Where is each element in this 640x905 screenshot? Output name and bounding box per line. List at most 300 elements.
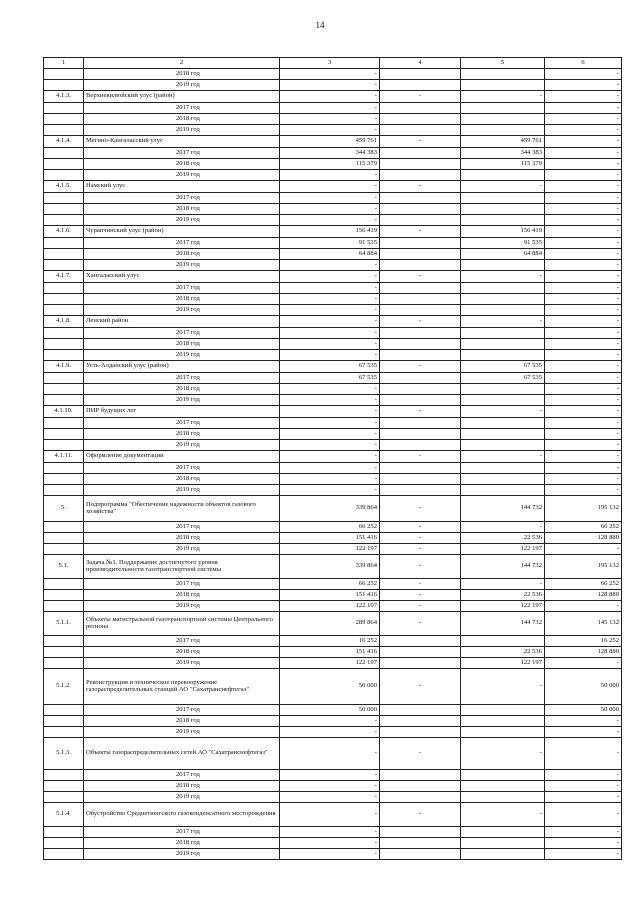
value-col6: - [545, 215, 622, 226]
row-name: Чурапчинский улус (район) [84, 226, 280, 238]
value-col3: - [280, 125, 380, 136]
value-col3: 122 197 [280, 544, 380, 555]
row-number [44, 204, 84, 215]
value-col4 [380, 260, 461, 271]
value-col5 [461, 328, 545, 339]
value-col3: - [280, 271, 380, 283]
value-col3: - [280, 827, 380, 838]
row-name: 2017 год [84, 636, 280, 647]
value-col5: - [461, 406, 545, 418]
value-col6: - [545, 328, 622, 339]
value-col5 [461, 440, 545, 451]
value-col3: - [280, 384, 380, 395]
table-row [44, 136, 622, 148]
value-col3: - [280, 283, 380, 294]
value-col4 [380, 485, 461, 496]
value-col4 [380, 283, 461, 294]
row-number [44, 770, 84, 781]
value-col5 [461, 781, 545, 792]
value-col4: - [380, 496, 461, 522]
row-number [44, 395, 84, 406]
value-col6: - [545, 80, 622, 91]
value-col3: 16 252 [280, 636, 380, 647]
table-row [44, 770, 622, 781]
row-number: 4.1.3. [44, 91, 84, 103]
value-col6: - [545, 69, 622, 80]
value-col6: - [545, 849, 622, 860]
value-col6: - [545, 474, 622, 485]
header-row [44, 58, 622, 69]
value-col6: - [545, 658, 622, 669]
row-number [44, 103, 84, 114]
value-col6: - [545, 114, 622, 125]
row-name: 2018 год [84, 647, 280, 658]
value-col3: 151 416 [280, 647, 380, 658]
value-col5: 91 535 [461, 238, 545, 249]
row-number [44, 827, 84, 838]
value-col3: 344 383 [280, 148, 380, 159]
value-col3: - [280, 305, 380, 316]
row-number [44, 283, 84, 294]
value-col6: - [545, 451, 622, 463]
value-col4: - [380, 316, 461, 328]
value-col4: - [380, 271, 461, 283]
value-col3: - [280, 395, 380, 406]
value-col4 [380, 384, 461, 395]
row-name: 2017 год [84, 463, 280, 474]
value-col6: 128 880 [545, 647, 622, 658]
value-col5 [461, 350, 545, 361]
row-number [44, 418, 84, 429]
table-row [44, 485, 622, 496]
value-col4: - [380, 181, 461, 193]
value-col4: - [380, 738, 461, 770]
value-col6: - [545, 361, 622, 373]
value-col5 [461, 305, 545, 316]
value-col6: - [545, 136, 622, 148]
value-col3: 50 000 [280, 669, 380, 705]
value-col5 [461, 339, 545, 350]
header-cell: 3 [280, 58, 380, 69]
value-col6: - [545, 226, 622, 238]
value-col3: - [280, 792, 380, 803]
row-name: 2019 год [84, 170, 280, 181]
value-col6: - [545, 373, 622, 384]
value-col4: - [380, 803, 461, 827]
value-col3: - [280, 316, 380, 328]
header-cell: 5 [461, 58, 545, 69]
value-col3: 64 884 [280, 249, 380, 260]
table-row [44, 260, 622, 271]
table-row [44, 590, 622, 601]
row-name: 2019 год [84, 305, 280, 316]
row-name: 2018 год [84, 474, 280, 485]
table-row [44, 114, 622, 125]
value-col5 [461, 125, 545, 136]
value-col6: - [545, 429, 622, 440]
value-col5: 122 197 [461, 601, 545, 612]
value-col3: - [280, 418, 380, 429]
value-col5: 122 197 [461, 544, 545, 555]
value-col3: 122 197 [280, 658, 380, 669]
value-col3: - [280, 350, 380, 361]
table-row [44, 305, 622, 316]
table-row [44, 181, 622, 193]
row-name: 2019 год [84, 215, 280, 226]
value-col6: 128 880 [545, 533, 622, 544]
row-number: 4.1.5. [44, 181, 84, 193]
value-col5: - [461, 738, 545, 770]
table-row [44, 463, 622, 474]
value-col6: - [545, 803, 622, 827]
table-row [44, 316, 622, 328]
page-number: 14 [315, 20, 325, 30]
footer-divider [295, 859, 351, 860]
row-number [44, 215, 84, 226]
row-name: 2019 год [84, 80, 280, 91]
row-name: 2019 год [84, 658, 280, 669]
value-col5: - [461, 451, 545, 463]
row-number [44, 579, 84, 590]
value-col3: - [280, 429, 380, 440]
value-col5: 22 536 [461, 590, 545, 601]
row-name: 2018 год [84, 533, 280, 544]
value-col4 [380, 170, 461, 181]
value-col5 [461, 716, 545, 727]
table-row [44, 555, 622, 579]
value-col4 [380, 159, 461, 170]
value-col4: - [380, 226, 461, 238]
value-col3: 50 000 [280, 705, 380, 716]
value-col5 [461, 103, 545, 114]
row-name: Усть-Алданский улус (район) [84, 361, 280, 373]
value-col3: 339 864 [280, 496, 380, 522]
value-col6: - [545, 827, 622, 838]
budget-table [43, 57, 622, 860]
value-col4 [380, 770, 461, 781]
row-name: Реконструкция и техническое перевооружение газораспределительных станций АО "Сахатранснефтегаз" [84, 669, 280, 705]
row-name: 2017 год [84, 579, 280, 590]
value-col3: - [280, 294, 380, 305]
row-number [44, 159, 84, 170]
value-col4: - [380, 579, 461, 590]
value-col4: - [380, 533, 461, 544]
value-col4 [380, 148, 461, 159]
value-col3: - [280, 440, 380, 451]
row-name: Оформление документации [84, 451, 280, 463]
row-number [44, 339, 84, 350]
value-col3: - [280, 451, 380, 463]
table-row [44, 647, 622, 658]
value-col3: - [280, 328, 380, 339]
row-name: Объекты газораспределительных сетей АО "Сахатранснефтегаз" [84, 738, 280, 770]
value-col5 [461, 204, 545, 215]
header-cell: 4 [380, 58, 461, 69]
table-row [44, 738, 622, 770]
value-col6: - [545, 440, 622, 451]
row-name: 2019 год [84, 395, 280, 406]
value-col3: 289 864 [280, 612, 380, 636]
value-col5: - [461, 316, 545, 328]
value-col6: - [545, 463, 622, 474]
value-col4 [380, 350, 461, 361]
value-col5 [461, 770, 545, 781]
row-name: 2018 год [84, 204, 280, 215]
value-col5 [461, 474, 545, 485]
row-number [44, 727, 84, 738]
row-name: 2018 год [84, 159, 280, 170]
row-number: 5. [44, 496, 84, 522]
value-col5 [461, 395, 545, 406]
row-number [44, 636, 84, 647]
value-col6: - [545, 781, 622, 792]
row-name: Хангаласский улус [84, 271, 280, 283]
value-col5 [461, 636, 545, 647]
value-col5 [461, 170, 545, 181]
value-col3: 115 379 [280, 159, 380, 170]
value-col6: - [545, 601, 622, 612]
value-col3: 151 416 [280, 590, 380, 601]
value-col5 [461, 705, 545, 716]
value-col5 [461, 80, 545, 91]
row-name: 2017 год [84, 770, 280, 781]
row-number [44, 485, 84, 496]
value-col3: 459 761 [280, 136, 380, 148]
value-col4 [380, 792, 461, 803]
value-col3: 67 535 [280, 361, 380, 373]
value-col4 [380, 727, 461, 738]
value-col3: 66 252 [280, 579, 380, 590]
value-col6: - [545, 204, 622, 215]
row-number [44, 148, 84, 159]
value-col6: - [545, 418, 622, 429]
row-number: 4.1.8. [44, 316, 84, 328]
row-number [44, 474, 84, 485]
value-col6: - [545, 125, 622, 136]
table-row [44, 159, 622, 170]
row-number [44, 792, 84, 803]
value-col4: - [380, 601, 461, 612]
row-number [44, 193, 84, 204]
row-number [44, 114, 84, 125]
value-col5 [461, 838, 545, 849]
table-row [44, 328, 622, 339]
row-name: 2019 год [84, 350, 280, 361]
value-col3: 66 252 [280, 522, 380, 533]
row-name: 2019 год [84, 727, 280, 738]
row-number [44, 384, 84, 395]
value-col6: - [545, 727, 622, 738]
value-col3: - [280, 103, 380, 114]
table-row [44, 658, 622, 669]
row-name: 2019 год [84, 792, 280, 803]
row-name: 2019 год [84, 544, 280, 555]
table-row [44, 792, 622, 803]
row-number [44, 238, 84, 249]
table-row [44, 204, 622, 215]
table-row [44, 395, 622, 406]
table-row [44, 125, 622, 136]
row-number: 5.1.4. [44, 803, 84, 827]
table-row [44, 440, 622, 451]
row-number: 4.1.6. [44, 226, 84, 238]
row-name: 2018 год [84, 838, 280, 849]
row-number [44, 373, 84, 384]
value-col4 [380, 80, 461, 91]
value-col3: - [280, 838, 380, 849]
value-col6: - [545, 316, 622, 328]
row-name: 2018 год [84, 294, 280, 305]
value-col4 [380, 193, 461, 204]
value-col5 [461, 849, 545, 860]
value-col6: - [545, 159, 622, 170]
value-col4: - [380, 555, 461, 579]
value-col4 [380, 305, 461, 316]
row-name: 2017 год [84, 283, 280, 294]
table-row [44, 148, 622, 159]
value-col6: 66 252 [545, 522, 622, 533]
header-cell: 6 [545, 58, 622, 69]
value-col6: - [545, 544, 622, 555]
row-number [44, 781, 84, 792]
value-col3: - [280, 80, 380, 91]
value-col5 [461, 485, 545, 496]
value-col4 [380, 636, 461, 647]
value-col4: - [380, 451, 461, 463]
row-name: 2018 год [84, 781, 280, 792]
row-number [44, 80, 84, 91]
table-row [44, 522, 622, 533]
row-name: 2018 год [84, 69, 280, 80]
table-row [44, 838, 622, 849]
table-row [44, 339, 622, 350]
value-col3: 339 864 [280, 555, 380, 579]
value-col4 [380, 716, 461, 727]
value-col4 [380, 69, 461, 80]
row-number [44, 590, 84, 601]
value-col5: - [461, 803, 545, 827]
table-row [44, 716, 622, 727]
value-col5 [461, 727, 545, 738]
value-col6: - [545, 193, 622, 204]
row-name: 2017 год [84, 705, 280, 716]
row-number [44, 658, 84, 669]
value-col4 [380, 114, 461, 125]
row-number [44, 260, 84, 271]
table-row [44, 705, 622, 716]
value-col5: - [461, 91, 545, 103]
table-row [44, 579, 622, 590]
value-col6: 128 880 [545, 590, 622, 601]
row-number [44, 544, 84, 555]
row-name: 2018 год [84, 384, 280, 395]
value-col3: - [280, 781, 380, 792]
value-col6: - [545, 260, 622, 271]
row-number [44, 294, 84, 305]
table-row [44, 350, 622, 361]
value-col5: 115 379 [461, 159, 545, 170]
row-number: 4.1.9. [44, 361, 84, 373]
value-col6: - [545, 305, 622, 316]
value-col3: - [280, 727, 380, 738]
table-row [44, 283, 622, 294]
row-name: Объекты магистральной газотранспортной системы Центрального региона [84, 612, 280, 636]
row-number [44, 429, 84, 440]
row-name: Мегино-Кангаласский улус [84, 136, 280, 148]
row-number: 4.1.4. [44, 136, 84, 148]
value-col5 [461, 283, 545, 294]
value-col3: - [280, 260, 380, 271]
table-row [44, 103, 622, 114]
value-col5 [461, 215, 545, 226]
row-name: 2018 год [84, 716, 280, 727]
value-col4: - [380, 136, 461, 148]
value-col3: - [280, 463, 380, 474]
value-col4: - [380, 612, 461, 636]
value-col4: - [380, 544, 461, 555]
table-row [44, 636, 622, 647]
value-col4 [380, 849, 461, 860]
table-row [44, 533, 622, 544]
value-col6: - [545, 716, 622, 727]
value-col4: - [380, 522, 461, 533]
table-row [44, 170, 622, 181]
value-col3: - [280, 215, 380, 226]
value-col3: - [280, 204, 380, 215]
row-name: 2018 год [84, 429, 280, 440]
row-name: 2019 год [84, 125, 280, 136]
table-row [44, 849, 622, 860]
value-col5 [461, 827, 545, 838]
value-col6: 195 132 [545, 496, 622, 522]
value-col6: - [545, 271, 622, 283]
table-row [44, 80, 622, 91]
value-col4 [380, 328, 461, 339]
value-col5 [461, 69, 545, 80]
row-number [44, 350, 84, 361]
table-row [44, 474, 622, 485]
value-col3: - [280, 114, 380, 125]
value-col4 [380, 463, 461, 474]
row-number [44, 125, 84, 136]
value-col6: - [545, 384, 622, 395]
value-col6: - [545, 395, 622, 406]
table-row [44, 294, 622, 305]
row-number [44, 716, 84, 727]
value-col3: - [280, 803, 380, 827]
row-name: Верхневилюйский улус (район) [84, 91, 280, 103]
row-number: 4.1.11. [44, 451, 84, 463]
value-col4 [380, 705, 461, 716]
table-row [44, 193, 622, 204]
value-col3: 67 535 [280, 373, 380, 384]
value-col4 [380, 395, 461, 406]
table-row [44, 544, 622, 555]
row-number: 4.1.10. [44, 406, 84, 418]
table-row [44, 601, 622, 612]
row-name: 2018 год [84, 249, 280, 260]
value-col3: - [280, 474, 380, 485]
table-row [44, 249, 622, 260]
value-col5: 67 535 [461, 373, 545, 384]
value-col6: 50 000 [545, 705, 622, 716]
value-col3: - [280, 770, 380, 781]
value-col3: 151 416 [280, 533, 380, 544]
row-number: 5.1.1. [44, 612, 84, 636]
row-number [44, 249, 84, 260]
value-col5: 22 536 [461, 647, 545, 658]
value-col6: - [545, 770, 622, 781]
